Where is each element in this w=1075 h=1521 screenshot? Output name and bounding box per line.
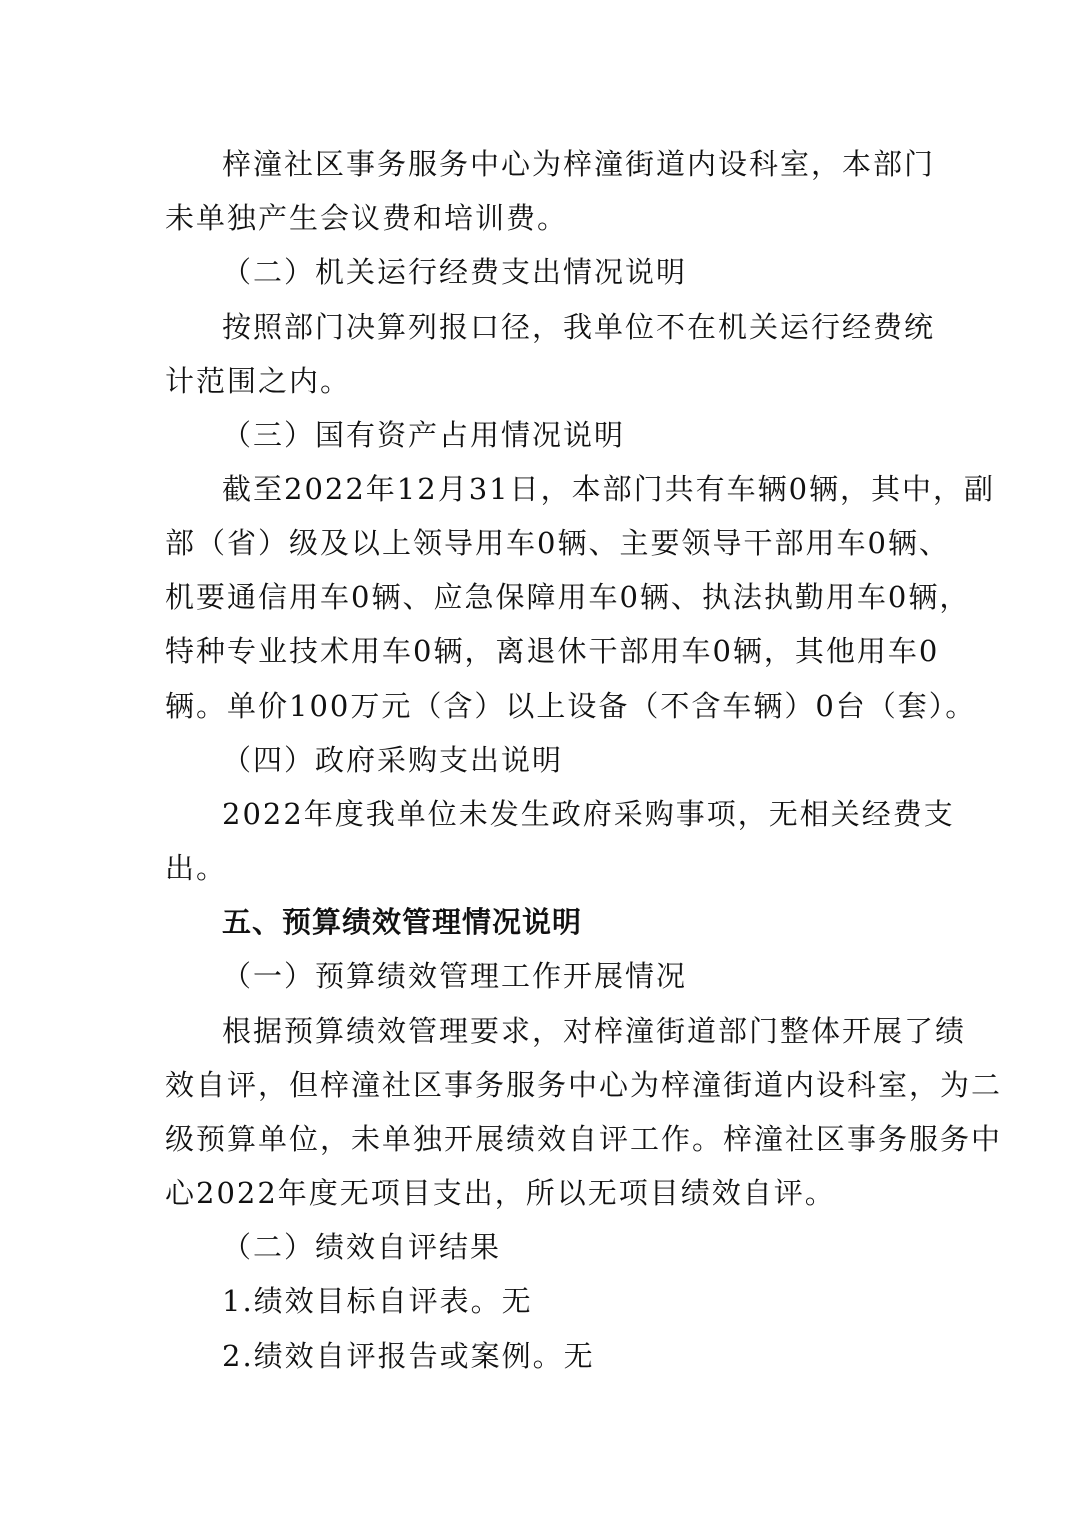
paragraph-line: 效自评，但梓潼社区事务服务中心为梓潼街道内设科室，为二: [165, 1068, 1003, 1102]
section-subheading: （二）绩效自评结果: [222, 1230, 502, 1264]
list-item: 1.绩效目标自评表。无: [222, 1284, 533, 1318]
section-subheading: （三）国有资产占用情况说明: [222, 418, 626, 452]
paragraph-line: 部（省）级及以上领导用车0辆、主要领导干部用车0辆、: [165, 526, 950, 560]
paragraph-line: 机要通信用车0辆、应急保障用车0辆、执法执勤用车0辆，: [165, 580, 971, 614]
paragraph-line: 级预算单位，未单独开展绩效自评工作。梓潼社区事务服务中: [165, 1122, 1003, 1156]
paragraph-line: 截至2022年12月31日，本部门共有车辆0辆，其中，副: [222, 472, 996, 506]
section-heading: 五、预算绩效管理情况说明: [222, 905, 583, 939]
section-subheading: （四）政府采购支出说明: [222, 743, 564, 777]
paragraph-line: 按照部门决算列报口径，我单位不在机关运行经费统: [222, 310, 936, 344]
paragraph-line: 辆。单价100万元（含）以上设备（不含车辆）0台（套）。: [165, 689, 977, 723]
paragraph-line: 特种专业技术用车0辆，离退休干部用车0辆，其他用车0: [165, 634, 940, 668]
paragraph-line: 心2022年度无项目支出，所以无项目绩效自评。: [165, 1176, 836, 1210]
section-subheading: （一）预算绩效管理工作开展情况: [222, 959, 688, 993]
paragraph-line: 2022年度我单位未发生政府采购事项，无相关经费支: [222, 797, 955, 831]
paragraph-line: 根据预算绩效管理要求，对梓潼街道部门整体开展了绩: [222, 1014, 967, 1048]
paragraph-line: 未单独产生会议费和培训费。: [165, 201, 569, 235]
section-subheading: （二）机关运行经费支出情况说明: [222, 255, 688, 289]
paragraph-line: 计范围之内。: [165, 364, 352, 398]
paragraph-line: 梓潼社区事务服务中心为梓潼街道内设科室，本部门: [222, 147, 936, 181]
paragraph-line: 出。: [165, 851, 228, 885]
list-item: 2.绩效自评报告或案例。无: [222, 1339, 595, 1373]
